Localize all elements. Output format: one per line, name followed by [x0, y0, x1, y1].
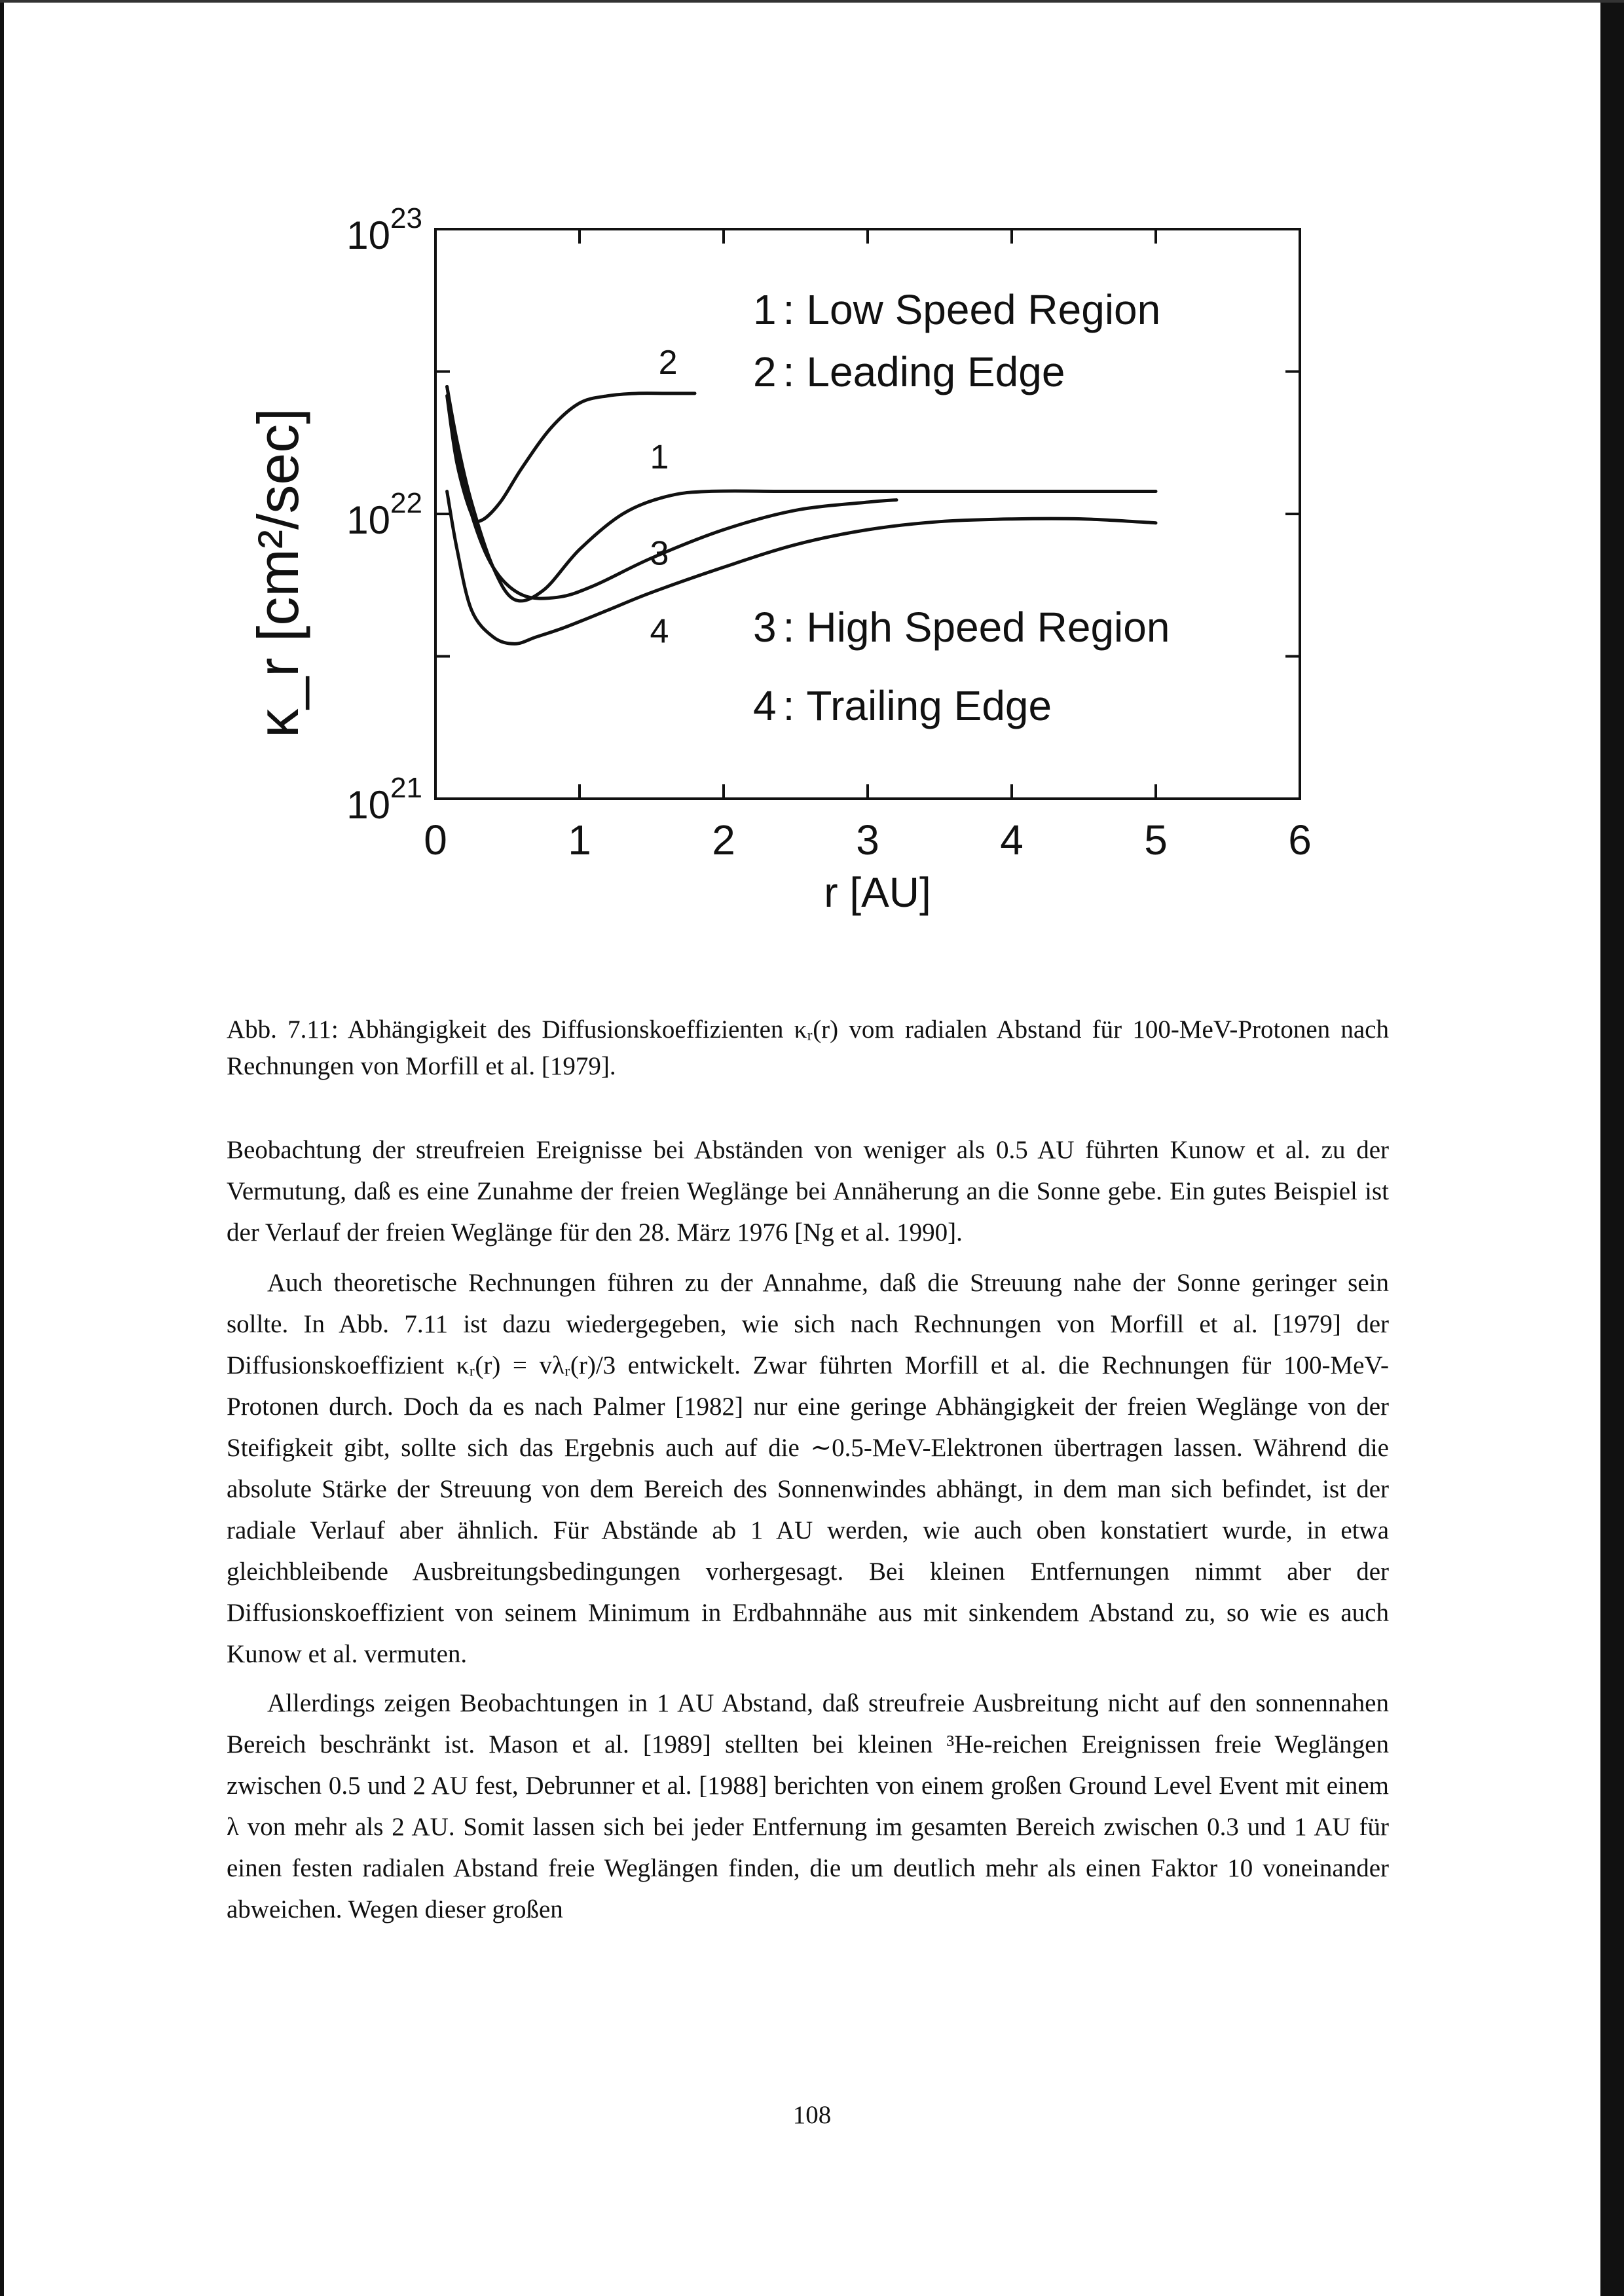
body-text [227, 1129, 1389, 1938]
x-tick-label: 1 [568, 816, 591, 864]
legend-label: High Speed Region [806, 604, 1170, 651]
x-tick-label: 4 [1000, 816, 1024, 864]
legend-entry [753, 348, 1065, 395]
legend-entry [753, 682, 1052, 729]
paragraph-1: Beobachtung der streufreien Ereignisse bei Abständen von weniger als 0.5 AU führten Kunow et al. zu der Vermutung, daß es eine Zunahme der freien Weglänge bei Annäherung an die Sonne gebe. Ein gutes Beispiel ist der Verlauf der freien Weglänge für den 28. März 1976 [Ng et al. 1990]. [227, 1136, 1389, 1247]
legend-entry [753, 604, 1170, 651]
x-tick-label: 0 [424, 816, 447, 864]
x-tick-label: 5 [1144, 816, 1168, 864]
legend-separator: : [783, 286, 795, 333]
y-tick-label [346, 487, 422, 542]
diffusion-coefficient-chart [0, 0, 1624, 949]
legend-number: 1 [753, 286, 777, 333]
y-tick-exponent: 22 [390, 487, 422, 519]
x-axis-label: r [AU] [824, 869, 931, 916]
curve-label-3: 3 [650, 534, 669, 573]
x-tick-label: 6 [1288, 816, 1312, 864]
y-axis-label [246, 408, 310, 738]
y-tick-label [346, 772, 422, 827]
y-axis-label-text: κ_r [cm²/sec] [246, 408, 310, 738]
y-tick-exponent: 21 [390, 772, 422, 804]
curve-label-4: 4 [650, 612, 669, 651]
page-number: 108 [792, 2101, 832, 2129]
x-tick-label: 2 [712, 816, 735, 864]
curve-label-2: 2 [658, 343, 678, 382]
y-tick-exponent: 23 [390, 202, 422, 234]
paragraph-3: Allerdings zeigen Beobachtungen in 1 AU Abstand, daß streufreie Ausbreitung nicht auf den sonnennahen Bereich beschränkt ist. Mason et al. [1989] stellten bei kleinen ³He-reichen Ereignissen freie Weglängen zwischen 0.5 und 2 AU fest, Debrunner et al. [1988] berichten von einem großen Ground Level Event mit einem λ von mehr als 2 AU. Somit lassen sich bei jeder Entfernung im gesamten Bereich zwischen 0.3 und 1 AU für einen festen radialen Abstand freie Weglängen finden, die um deutlich mehr als einen Faktor 10 voneinander abweichen. Wegen dieser großen [227, 1689, 1389, 1923]
x-tick-label: 3 [856, 816, 879, 864]
legend-number: 3 [753, 604, 777, 651]
y-tick-labels [346, 202, 422, 827]
x-tick-labels [424, 816, 1312, 864]
legend-label: Low Speed Region [806, 286, 1161, 333]
series-line-1 [447, 386, 1156, 600]
y-tick-label [346, 202, 422, 257]
y-tick-base: 10 [346, 498, 391, 542]
legend-label: Trailing Edge [806, 682, 1052, 729]
legend-number: 2 [753, 348, 777, 395]
legend-entry [753, 286, 1160, 333]
figure-caption: Abb. 7.11: Abhängigkeit des Diffusionskoeffizienten κᵣ(r) vom radialen Abstand für 100-MeV-Protonen nach Rechnungen von Morfill et al. [1979]. [227, 1015, 1389, 1080]
legend-number: 4 [753, 682, 777, 729]
legend-label: Leading Edge [806, 348, 1065, 395]
curve-label-1: 1 [650, 438, 669, 477]
legend-separator: : [783, 348, 795, 395]
legend-separator: : [783, 604, 795, 651]
y-tick-base: 10 [346, 213, 391, 257]
y-tick-base: 10 [346, 783, 391, 827]
paragraph-2: Auch theoretische Rechnungen führen zu der Annahme, daß die Streuung nahe der Sonne geringer sein sollte. In Abb. 7.11 ist dazu wiedergegeben, wie sich nach Rechnungen von Morfill et al. [1979] der Diffusionskoeffizient κᵣ(r) = vλᵣ(r)/3 entwickelt. Zwar führten Morfill et al. die Rechnungen für 100-MeV-Protonen durch. Doch da es nach Palmer [1982] nur eine geringe Abhängigkeit der freien Weglänge von der Steifigkeit gibt, sollte sich das Ergebnis auch auf die ∼0.5-MeV-Elektronen übertragen lassen. Während die absolute Stärke der Streuung von dem Bereich des Sonnenwindes abhängt, in dem man sich befindet, ist der radiale Verlauf aber ähnlich. Für Abstände ab 1 AU werden, wie auch oben konstatiert wurde, in etwa gleichbleibende Ausbreitungsbedingungen vorhergesagt. Bei kleinen Entfernungen nimmt aber der Diffusionskoeffizient von seinem Minimum in Erdbahnnähe aus mit sinkendem Abstand zu, so wie es auch Kunow et al. vermuten. [227, 1269, 1389, 1668]
legend-separator: : [783, 682, 795, 729]
